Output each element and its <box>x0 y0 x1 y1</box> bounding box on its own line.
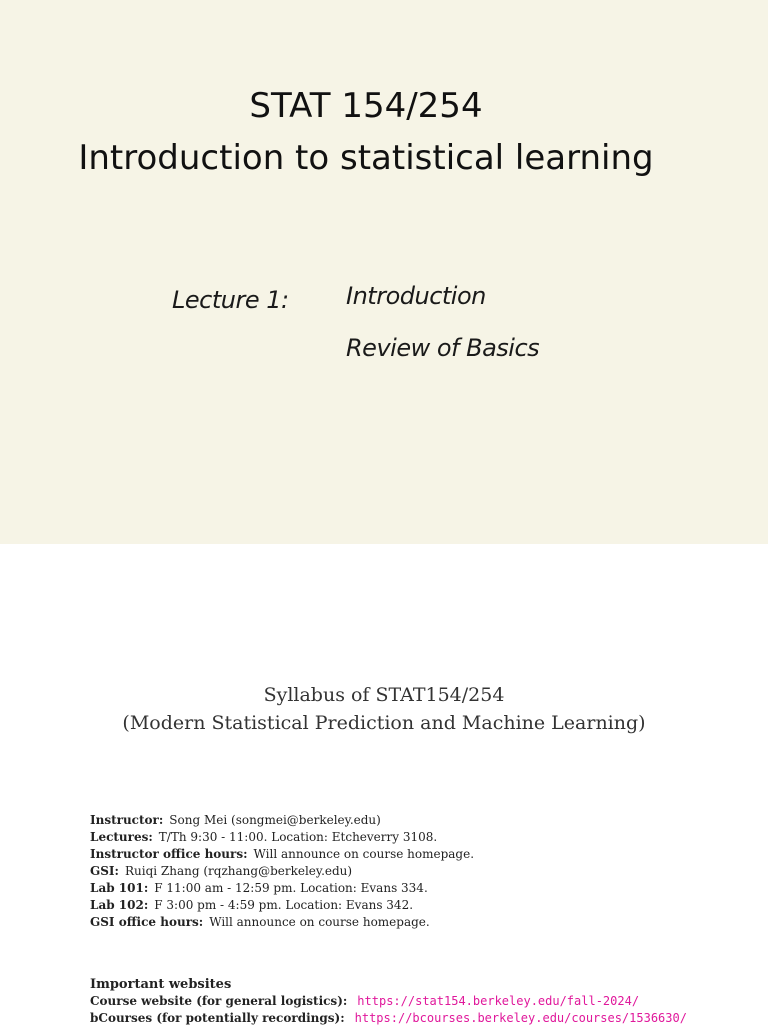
course-info-list <box>90 812 730 931</box>
syllabus-title: Syllabus of STAT154/254 <box>263 684 505 706</box>
website-label: Course website (for general logistics): <box>90 994 348 1008</box>
website-row-course <box>90 993 760 1010</box>
lecture-topic-introduction: Introduction <box>346 282 486 310</box>
syllabus-subtitle: (Modern Statistical Prediction and Machine Learning) <box>122 712 646 734</box>
info-value: F 11:00 am - 12:59 pm. Location: Evans 334. <box>154 881 428 895</box>
info-instructor-office-hours <box>90 846 730 863</box>
info-label: Lab 101: <box>90 881 149 895</box>
info-value: Will announce on course homepage. <box>209 915 430 929</box>
info-label: Lectures: <box>90 830 153 844</box>
info-lab-101 <box>90 880 730 897</box>
info-gsi <box>90 863 730 880</box>
lecture-topic-review: Review of Basics <box>346 334 540 362</box>
info-lab-102 <box>90 897 730 914</box>
info-instructor <box>90 812 730 829</box>
website-label: bCourses (for potentially recordings): <box>90 1011 345 1025</box>
important-websites <box>90 976 760 1027</box>
info-gsi-office-hours <box>90 914 730 931</box>
websites-heading: Important websites <box>90 977 232 992</box>
info-value: Song Mei (songmei@berkeley.edu) <box>169 813 381 827</box>
syllabus-page <box>0 544 768 1024</box>
website-row-bcourses <box>90 1010 760 1027</box>
info-value: F 3:00 pm - 4:59 pm. Location: Evans 342. <box>154 898 414 912</box>
info-label: GSI office hours: <box>90 915 204 929</box>
lecture-number: Lecture 1: <box>172 286 289 314</box>
info-value: T/Th 9:30 - 11:00. Location: Etcheverry 3108. <box>158 830 438 844</box>
bcourses-link[interactable]: https://bcourses.berkeley.edu/courses/1536630/ <box>354 1011 687 1025</box>
course-subtitle: Introduction to statistical learning <box>78 138 654 178</box>
course-website-link[interactable]: https://stat154.berkeley.edu/fall-2024/ <box>357 994 640 1008</box>
info-value: Will announce on course homepage. <box>253 847 475 861</box>
course-title: STAT 154/254 <box>249 86 483 126</box>
info-label: Instructor: <box>90 813 164 827</box>
info-label: Instructor office hours: <box>90 847 248 861</box>
info-lectures <box>90 829 730 846</box>
info-label: GSI: <box>90 864 119 878</box>
info-label: Lab 102: <box>90 898 149 912</box>
info-value: Ruiqi Zhang (rqzhang@berkeley.edu) <box>124 864 353 878</box>
